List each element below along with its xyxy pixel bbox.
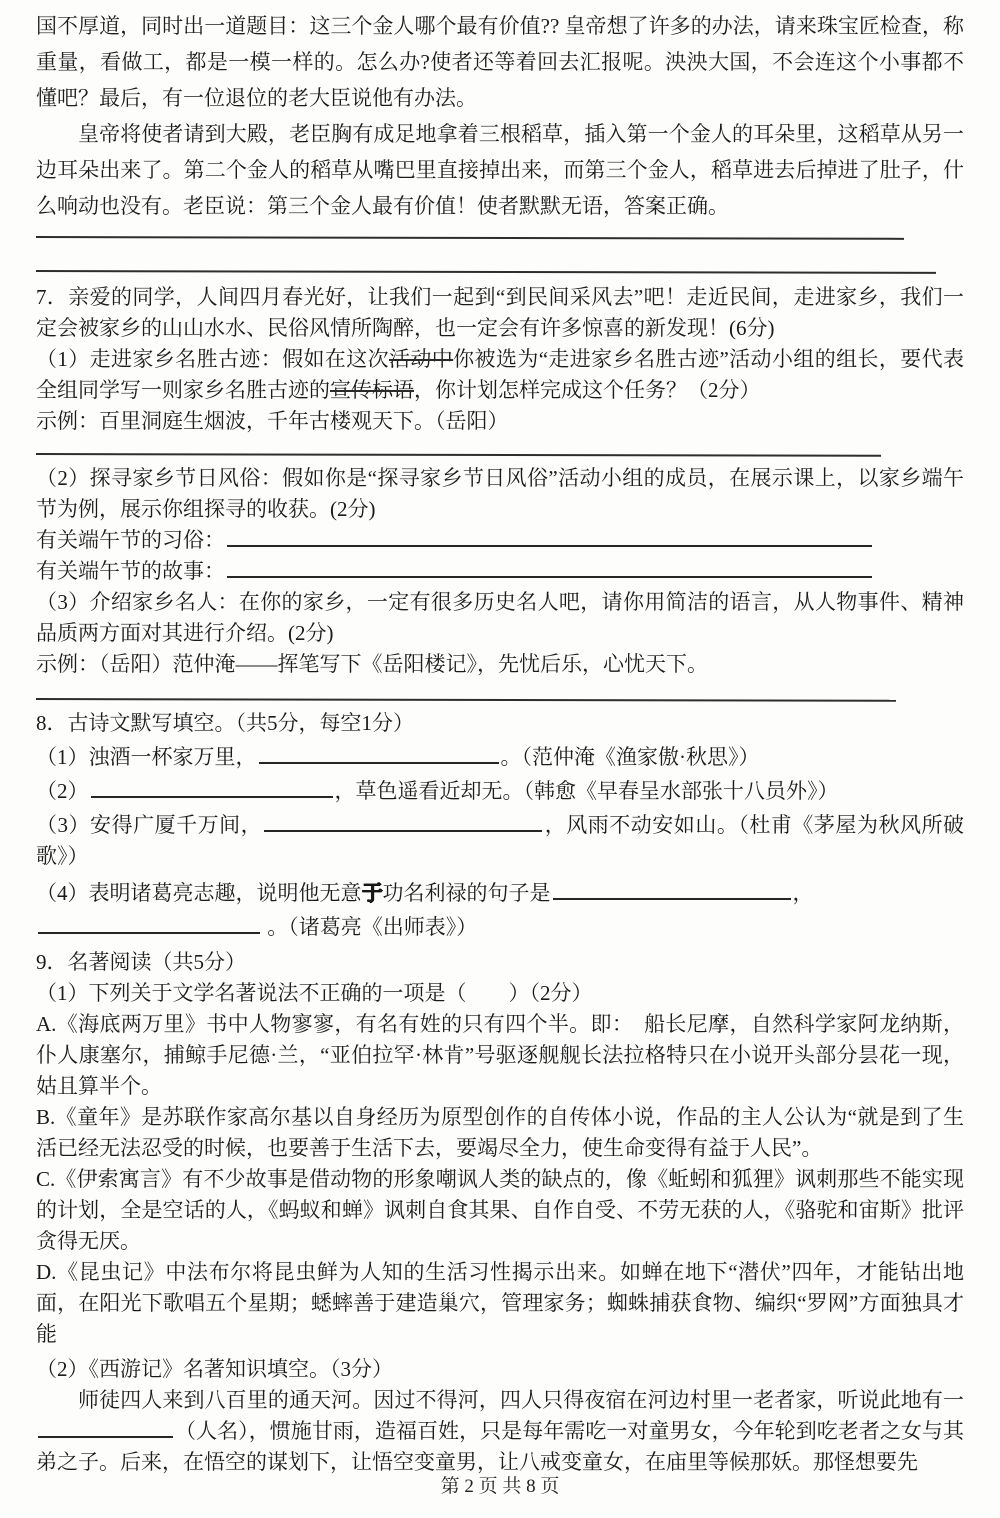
fill-in-blank [227,562,872,578]
question-8-header [36,708,964,739]
text-run: 功名利禄的句子是 [382,881,551,905]
text-run: 皇帝将使者请到大殿，老臣胸有成足地拿着三根稻草，插入第一个金人的耳朵里，这稻草从另一边耳朵出来了。第二个金人的稻草从嘴巴里直接掉出来，而第三个金人，稻草进去后掉进了肚子，什么响动也没有。老臣说：第三个金人最有价值！使者默默无语，答案正确。 [36,122,964,218]
question-9-sub2 [36,1354,964,1385]
text-run: （2） [36,779,89,803]
fill-in-blank [553,884,791,900]
text-run: C.《伊索寓言》有不少故事是借动物的形象嘲讽人类的缺点的，像《蚯蚓和狐狸》讽刺那些不能实现的计划，全是空话的人，《蚂蚁和蝉》讽刺自食其果、自作自受、不劳无获的人，《骆驼和宙斯》批评贪得无厌。 [36,1167,964,1253]
text-run: （3）安得广厦千万间， [36,813,263,837]
question-7-part3 [36,587,964,649]
question-9-option-b [36,1102,964,1164]
text-run: 国不厚道，同时出一道题目：这三个金人哪个最有价值?? 皇帝想了许多的办法，请来珠宝匠检查，称重量，看做工，都是一模一样的。怎么办?使者还等着回去汇报呢。泱泱大国，不会连这个小事都不懂吧？最后，有一位退位的老大臣说他有办法。 [36,14,964,110]
text-run: ， [792,881,814,905]
question-8-item4-line2 [36,912,964,943]
answer-line-4 [36,698,896,702]
fill-in-blank [38,918,260,934]
question-9-option-a [36,1009,964,1102]
text-run: B.《童年》是苏联作家高尔基以自身经历为原型创作的自传体小说，作品的主人公认为“就是到了生活已经无法忍受的时候，也要善于生活下去，要竭尽全力，使生命变得有益于人民”。 [36,1105,964,1160]
answer-line-1 [36,236,904,240]
text-run: （人名），惯施甘雨，造福百姓，只是每年需吃一对童男女，今年轮到吃老者之女与其弟之子。后来，在悟空的谋划下，让悟空变童男，让八戒变童女，在庙里等候那妖。那怪想要先 [36,1419,964,1474]
duanwu-custom-line [36,525,964,556]
text-run: ，草色遥看近却无。（韩愈《早春呈水部张十八员外》） [334,779,839,803]
question-9-header [36,947,964,978]
text-run: 活动中 [389,347,454,371]
question-8-item3 [36,810,964,872]
question-9-option-d [36,1257,964,1350]
text-run: （1）浊酒一杯家万里， [36,745,257,769]
question-9-sub1 [36,978,964,1009]
question-7-intro [36,282,964,344]
text-run: D.《昆虫记》中法布尔将昆虫鲜为人知的生活习性揭示出来。如蝉在地下“潜伏”四年，才能钻出地面，在阳光下歌唱五个星期；蟋蟀善于建造巢穴，管理家务；蜘蛛捕获食物、编织“罗网”方面独具才能 [36,1260,964,1346]
story-paragraph-2 [36,116,964,224]
text-run: （1）下列关于文学名著说法不正确的一项是（ ）（2分） [36,981,593,1005]
question-7-part1-example [36,406,964,437]
text-run: 。（诸葛亮《出师表》） [262,915,478,939]
document-body [36,8,964,1478]
xiyouji-passage [36,1385,964,1478]
text-run: 示例：（岳阳）范仲淹——挥笔写下《岳阳楼记》，先忧后乐，心忧天下。 [36,652,708,676]
fill-in-blank [227,531,872,547]
question-7-part1 [36,344,964,406]
text-run: （2）《西游记》名著知识填空。（3分） [36,1357,393,1381]
duanwu-story-line [36,556,964,587]
text-run: （4）表明诸葛亮志趣，说明他无意 [36,881,362,905]
text-run: （1）走进家乡名胜古迹：假如在这次 [36,347,390,371]
text-run: 有关端午节的故事： [36,559,225,583]
text-run: 有关端午节的习俗： [36,528,225,552]
text-run: 。（范仲淹《渔家傲·秋思》） [500,745,760,769]
question-7-part2 [36,463,964,525]
page-number-footer: 第 2 页 共 8 页 [440,1476,560,1497]
fill-in-blank [264,816,542,832]
text-run: ，你计划怎样完成这个任务？（2分） [414,378,761,402]
fill-in-blank [91,782,333,798]
question-7-part3-example [36,649,964,680]
answer-line-3 [36,453,881,457]
question-8-item4-line1 [36,878,964,909]
question-9-option-c [36,1164,964,1257]
text-run: 8．古诗文默写填空。（共5分，每空1分） [36,711,414,735]
story-paragraph-1 [36,8,964,116]
question-8-item1 [36,742,964,773]
text-run: A.《海底两万里》书中人物寥寥，有名有姓的只有四个半。即： 船长尼摩，自然科学家阿龙纳斯，仆人康塞尔，捕鲸手尼德·兰，“亚伯拉罕·林肯”号驱逐舰舰长法拉格特只在小说开头部分昙花一现，姑且算半个。 [36,1012,964,1098]
text-run: 你被选为“走进家乡名胜古迹”活动小组的组长，要代表全组同学写一则家乡名胜古迹的 [36,347,965,402]
text-run: 7．亲爱的同学，人间四月春光好，让我们一起到“到民间采风去”吧！走近民间，走进家乡，我们一定会被家乡的山山水水、民俗风情所陶醉，也一定会有许多惊喜的新发现！(6分) [36,285,964,340]
text-run: 于 [361,881,383,905]
text-run: （3）介绍家乡名人：在你的家乡，一定有很多历史名人吧，请你用简洁的语言，从人物事件、精神品质两方面对其进行介绍。(2分) [36,590,964,645]
text-run: ，风雨不动安如山。（杜甫《茅屋为秋风所破歌》） [36,813,965,868]
text-run: 宣传标语 [330,378,414,402]
fill-in-blank [38,1422,173,1438]
text-run: 示例：百里洞庭生烟波，千年古楼观天下。（岳阳） [36,409,509,433]
text-run: 9．名著阅读（共5分） [36,950,246,974]
text-run: （2）探寻家乡节日风俗：假如你是“探寻家乡节日风俗”活动小组的成员，在展示课上，以家乡端午节为例，展示你组探寻的收获。(2分) [36,466,964,521]
answer-line-2 [36,270,936,274]
text-run: 师徒四人来到八百里的通天河。因过不得河，四人只得夜宿在河边村里一老者家，听说此地有一 [78,1388,964,1412]
fill-in-blank [259,748,499,764]
question-8-item2 [36,776,964,807]
